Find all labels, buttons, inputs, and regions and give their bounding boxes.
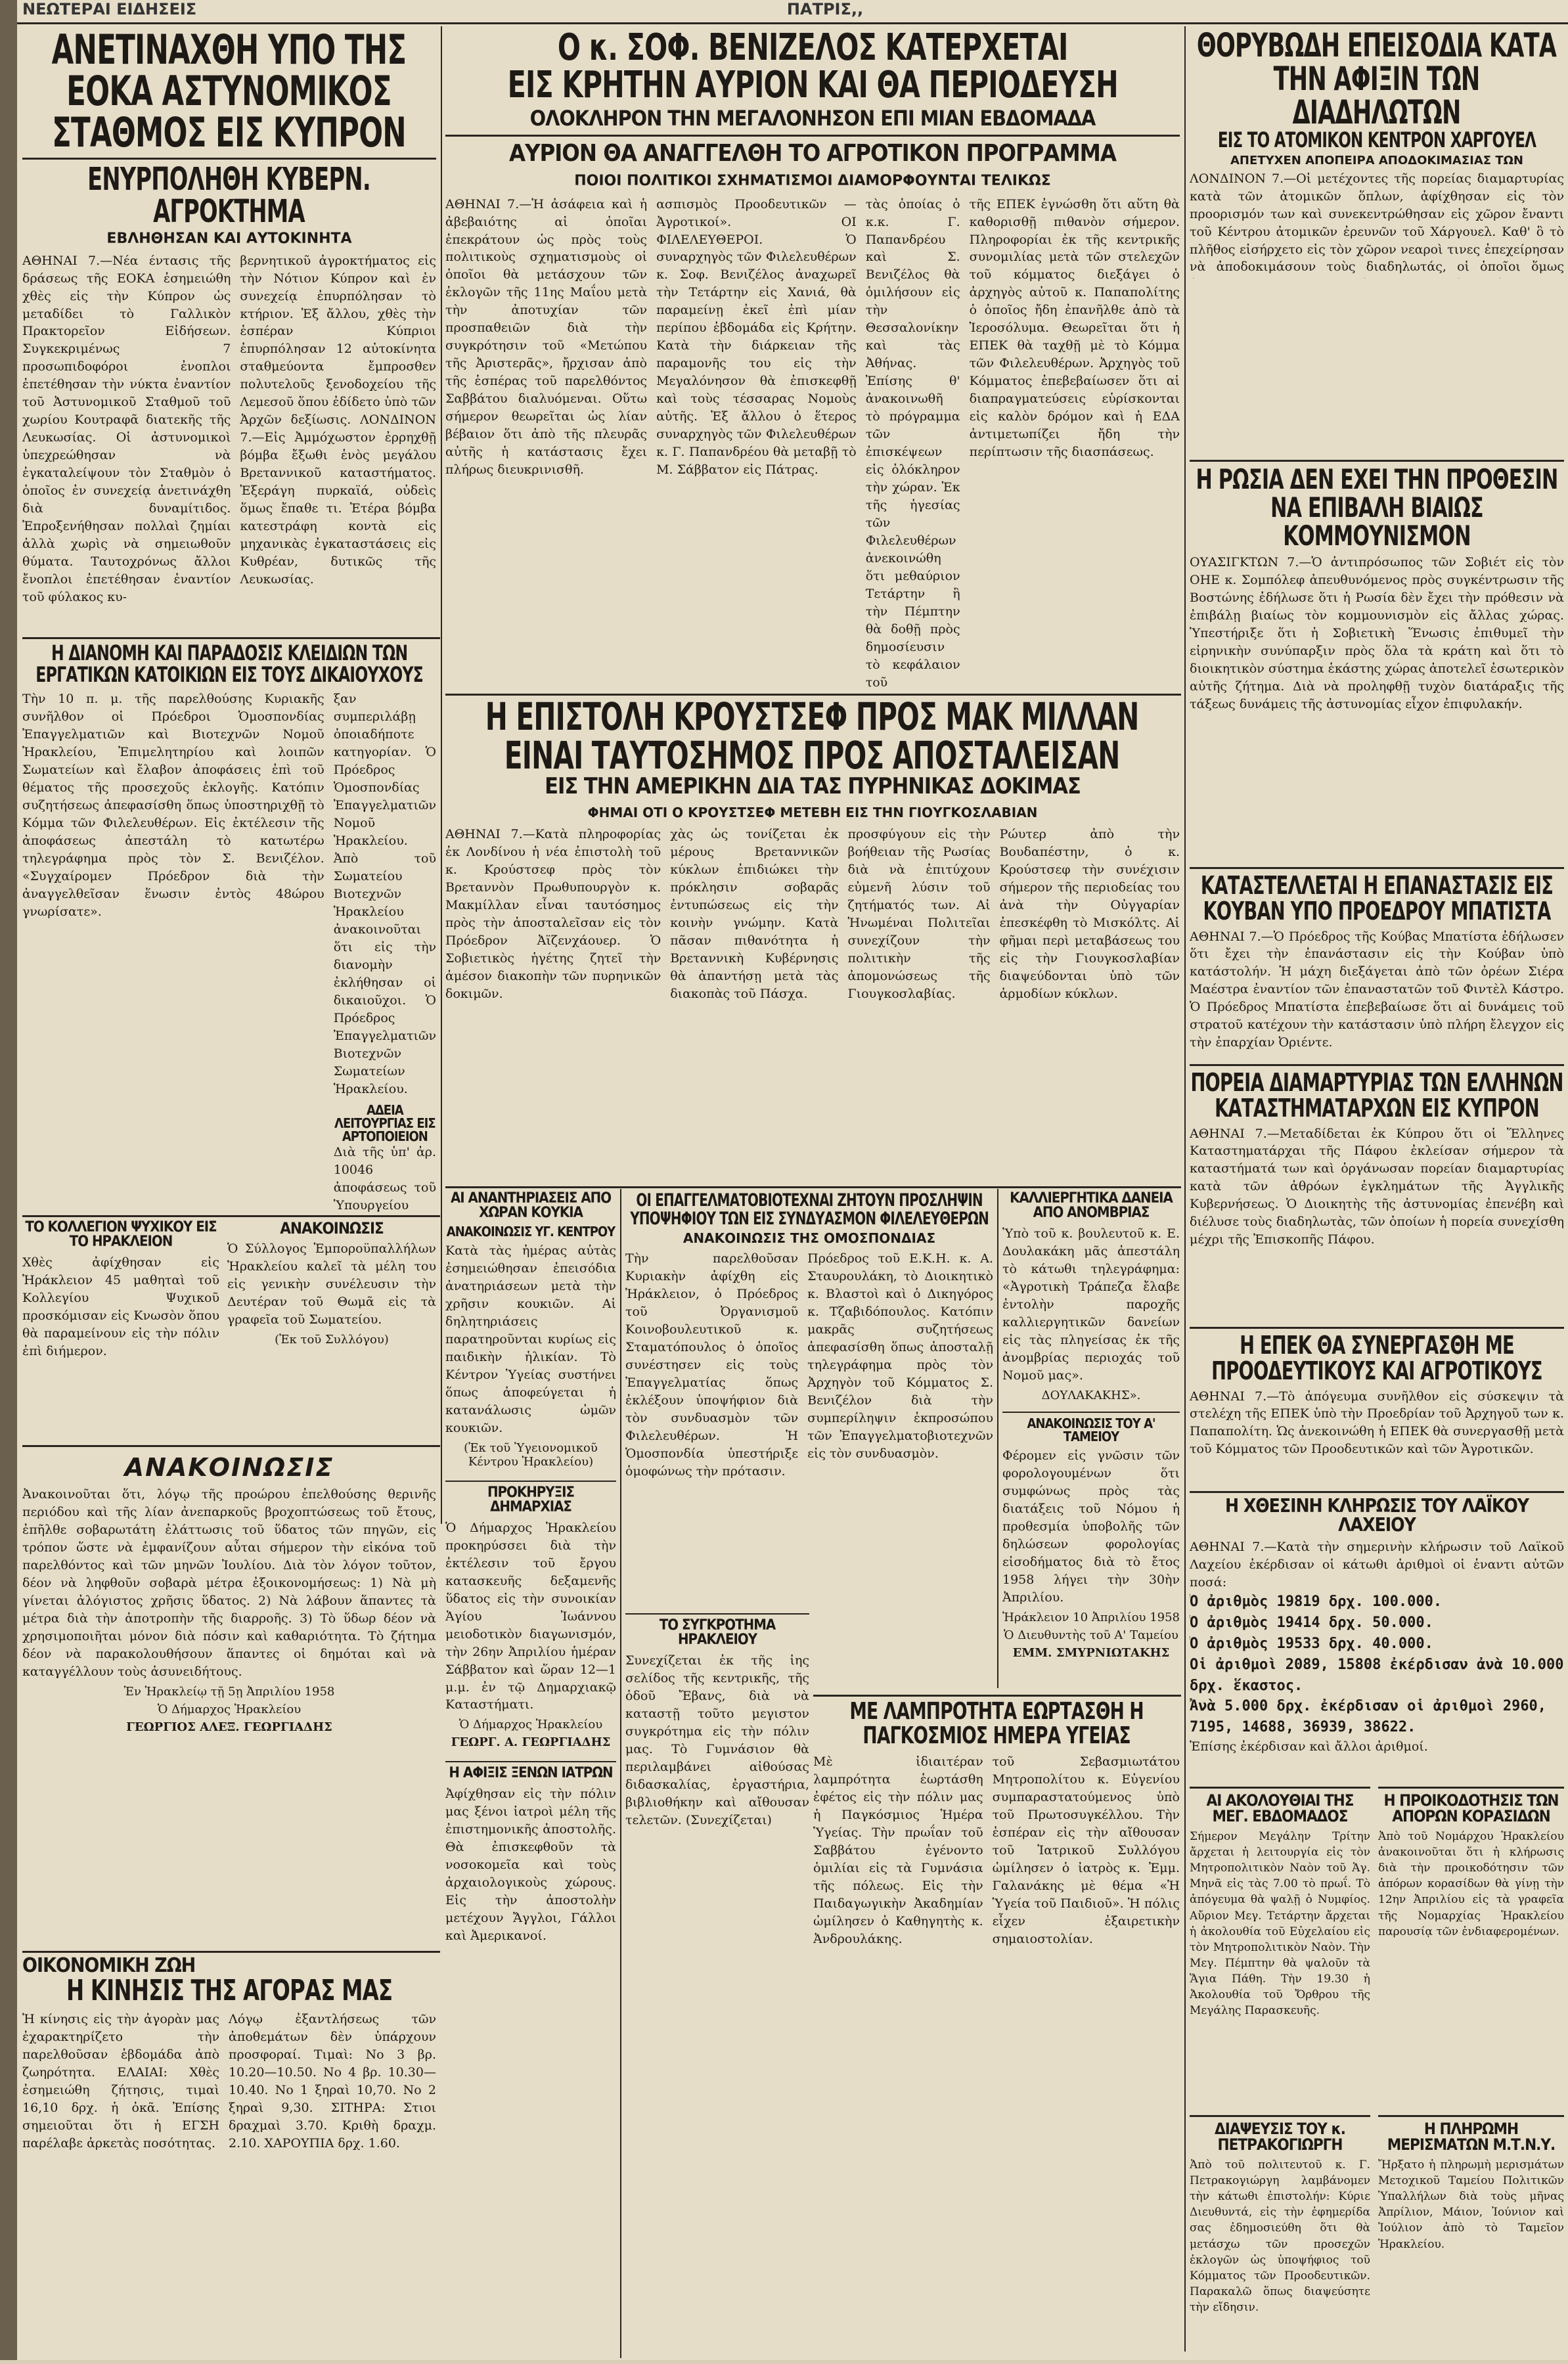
- article-professionals: [625, 1192, 993, 1612]
- article-weekly-body: Σήμερον Μεγάλην Τρίτην ἄρχεται ἡ λειτουργία εἰς τὸν Μητροπολιτικὸν Ναὸν τοῦ Ἁγ. Μηνᾶ εἰς τὰς 7.00 τὸ πρωΐ. Τὸ ἀπόγευμα θὰ ψαλῇ ὁ Νυμφίος. Αὔριον Μεγ. Τετάρτην ἄρχεται ἡ ἀκολουθία τοῦ Εὐχελαίου εἰς τὸν Μητροπολιτικὸν Ναὸν. Τὴν Μεγ. Πέμπτην θὰ ψαλοῦν τὰ Ἅγια Πάθη. Τὴν 19.30 ἡ Ἀκολουθία τοῦ Ὄρθρου τῆς Μεγάλης Παρασκευῆς.: [1190, 1829, 1370, 2018]
- article-russia-headline: Η ΡΩΣΙΑ ΔΕΝ ΕΧΕΙ ΤΗΝ ΠΡΟΘΕΣΙΝ ΝΑ ΕΠΙΒΑΛΗ ΒΙΑΙΩΣ ΚΟΜΜΟΥΝΙΣΜΟΝ: [1196, 463, 1558, 552]
- article-workers: [22, 642, 436, 1214]
- article-proclamation-body: Ὁ Δήμαρχος Ἡρακλείου προκηρύσσει διὰ τὴν ἐκτέλεσιν τοῦ ἔργου κατασκευῆς δεξαμενῆς ὕδατος εἰς τὴν συνοικίαν Ἁγίου Ἰωάννου μειοδοτικὸν διαγωνισμόν, τὴν 26ην Ἀπριλίου ἡμέραν Σάββατον καὶ ὥραν 12—1 μ.μ. ἐν τῷ Δημαρχιακῷ Καταστήματι.: [445, 1520, 616, 1712]
- article-poisoning: [445, 1192, 616, 1953]
- article-eoka: [22, 29, 436, 633]
- article-harwell-body: ΛΟΝΔΙΝΟΝ 7.—Οἱ μετέχοντες τῆς πορείας διαμαρτυρίας κατὰ τῶν ἀτομικῶν ὅπλων, ἀφίχθησαν εἰς τὸν προορισμόν των καὶ συνεκεντρώθησαν εἰς χῶρον ἔναντι τοῦ Κέντρου ἀτομικῶν ἐρευνῶν τοῦ Χάργουελ. Καθ' ὃ τὸ πλῆθος εἰσήρχετο εἰς τὸν χῶρον νεαροὶ τινες ἐπεχείρησαν νὰ ἀποδοκιμάσουν τοὺς διαδηλωτάς, οἱ ὁποῖοι ὅμως: [1190, 171, 1564, 275]
- article-health-day-headline: ΜΕ ΛΑΜΠΡΟΤΗΤΑ ΕΩΡΤΑΣΘΗ Η ΠΑΓΚΟΣΜΙΟΣ ΗΜΕΡΑ ΥΓΕΙΑΣ: [849, 1700, 1144, 1749]
- article-venizelos-subhead: ΠΟΙΟΙ ΠΟΛΙΤΙΚΟΙ ΣΧΗΜΑΤΙΣΜΟΙ ΔΙΑΜΟΡΦΟΥΝΤΑΙ ΤΕΛΙΚΩΣ: [574, 172, 1051, 189]
- article-letter-headline-3: ΕΙΣ ΤΗΝ ΑΜΕΡΙΚΗΝ ΔΙΑ ΤΑΣ ΠΥΡΗΝΙΚΑΣ ΔΟΚΙΜΑΣ: [545, 773, 1081, 800]
- article-venizelos-headline-4: ΑΥΡΙΟΝ ΘΑ ΑΝΑΓΓΕΛΘΗ ΤΟ ΑΓΡΟΤΙΚΟΝ ΠΡΟΓΡΑΜΜΑ: [509, 139, 1116, 167]
- article-eoka-subhead: ΕΒΛΗΘΗΣΑΝ ΚΑΙ ΑΥΤΟΚΙΝΗΤΑ: [106, 230, 352, 247]
- article-treasury-sign-2: Ὁ Διευθυντὴς τοῦ Α' Ταμείου: [1004, 1628, 1178, 1643]
- article-letter: [445, 698, 1180, 1184]
- article-venizelos-headline-3: ΟΛΟΚΛΗΡΟΝ ΤΗΝ ΜΕΓΑΛΟΝΗΣΟΝ ΕΠΙ ΜΙΑΝ ΕΒΔΟΜΑΔΑ: [529, 106, 1096, 131]
- article-poisoning-headline: ΑΙ ΑΝΑΝΤΗΡΙΑΣΕΙΣ ΑΠΟ ΧΩΡΑΝ ΚΟΥΚΙΑ: [450, 1192, 612, 1222]
- article-denial-headline: ΔΙΑΨΕΥΣΙΣ ΤΟΥ κ. ΠΕΤΡΑΚΟΓΙΩΡΓΗ: [1214, 2120, 1345, 2154]
- article-harwell-headline-2: ΕΙΣ ΤΟ ΑΤΟΜΙΚΟΝ ΚΕΝΤΡΟΝ ΧΑΡΓΟΥΕΛ: [1217, 127, 1536, 152]
- article-venizelos-col2: ασπισμὸς Προοδευτικῶν — Ἀγροτικοί». ΟΙ ΦΙΛΕΛΕΥΘΕΡΟΙ. Ὁ συναρχηγὸς τῶν Φιλελευθέρων κ. Σοφ. Βενιζέλος ἀναχωρεῖ τὴν Τετάρτην εἰς Χανιά, θὰ παραμείνῃ ἐκεῖ ἐπὶ μίαν περίπου ἑβδομάδα εἰς Κρήτην. Κατὰ τὴν διάρκειαν τῆς παραμονῆς του εἰς τὴν Μεγαλόνησον θὰ ἐπισκεφθῇ καὶ τοὺς τέσσαρας Νομοὺς αὐτῆς. Ἐξ ἄλλου ὁ ἕτερος συναρχηγὸς τῶν Φιλελευθέρων κ. Γ. Παπανδρέου θὰ μεταβῇ τὸ Μ. Σάββατον εἰς Πάτρας.: [656, 196, 857, 478]
- article-cyprus-march-headline: ΠΟΡΕΙΑ ΔΙΑΜΑΡΤΥΡΙΑΣ ΤΩΝ ΕΛΛΗΝΩΝ ΚΑΤΑΣΤΗΜΑΤΑΡΧΩΝ ΕΙΣ ΚΥΠΡΟΝ: [1190, 1068, 1563, 1123]
- lottery-line-3: Ὁ ἀριθμὸς 19533 δρχ. 40.000.: [1190, 1635, 1433, 1652]
- article-treasury-sign-3: ΕΜΜ. ΣΜΥΡΝΙΩΤΑΚΗΣ: [1012, 1646, 1170, 1661]
- article-venizelos-col3: τὰς ὁποίας ὁ κ.κ. Γ. Παπανδρέου καὶ Σ. Βενιζέλος θὰ ὁμιλήσουν εἰς τὴν Θεσσαλονίκην καὶ τὰς Ἀθήνας. Ἐπίσης θ' ἀνακοινωθῆ τὸ πρόγραμμα τῶν ἐπισκέψεων εἰς ὁλόκληρον τὴν χώραν. Ἐκ τῆς ἡγεσίας τῶν Φιλελευθέρων ἀνεκοινώθη ὅτι μεθαύριον Τετάρτην ἢ τὴν Πέμπτην θὰ δοθῇ πρὸς δημοσίευσιν τὸ κεφάλαιον τοῦ: [865, 196, 960, 690]
- article-letter-col1: ΑΘΗΝΑΙ 7.—Κατὰ πληροφορίας ἐκ Λονδίνου ἡ νέα ἐπιστολὴ τοῦ κ. Κρούστσεφ πρὸς τὸν Βρεταννὸν Πρωθυπουργὸν κ. Μακμίλλαν εἶναι ταυτόσημος πρὸς τὴν ἀποσταλεῖσαν εἰς τὸν Πρόεδρον Ἀϊζενχάουερ. Ὁ Σοβιετικὸς ἡγέτης ζητεῖ τὴν ἀμέσον διακοπὴν τῶν πυρηνικῶν δοκιμῶν.: [445, 826, 661, 1001]
- article-synod-body: Συνεχίζεται ἐκ τῆς ἰης σελίδος τῆς κεντρικῆς, τῆς ὁδοῦ Ἔβανς, διὰ νὰ καταστῇ τοῦτο μεγιστον συγκρότημα εἰς τὴν πόλιν μας. Τὸ Γυμνάσιον θὰ περιλαμβάνει αἰθούσας διδασκαλίας, ἐργαστήρια, βιβλιοθήκην καὶ αἴθουσαν τελετῶν. (Συνεχίζεται): [625, 1653, 809, 1827]
- article-college: [22, 1220, 219, 1437]
- article-cuba: [1190, 867, 1564, 1070]
- article-market-headline: Η ΚΙΝΗΣΙΣ ΤΗΣ ΑΓΟΡΑΣ ΜΑΣ: [66, 1973, 393, 2007]
- article-letter-col2: χὰς ὡς τονίζεται ἐκ μέρους Βρεταννικῶν κύκλων ἐπιδιώκει τὴν πρόκλησιν σοβαρᾶς ἐντυπώσεως εἰς τὴν κοινὴν γνώμην. Κατὰ πᾶσαν πιθανότητα ἡ Βρεταννικὴ Κυβέρνησις θὰ ἀπαντήσῃ μετὰ τὰς διακοπὰς τοῦ Πάσχα.: [670, 826, 839, 1001]
- article-dowry-headline: Η ΠΡΟΙΚΟΔΟΤΗΣΙΣ ΤΩΝ ΑΠΟΡΩΝ ΚΟΡΑΣΙΔΩΝ: [1383, 1791, 1559, 1826]
- lottery-line-4: Οἱ ἀριθμοὶ 2089, 15808 ἐκέρδισαν ἀνὰ 10.000 δρχ. ἕκαστος.: [1190, 1656, 1564, 1694]
- masthead-left: ΝΕΩΤΕΡΑΙ ΕΙΔΗΣΕΙΣ: [22, 0, 197, 18]
- article-professionals-col2: Πρόεδρος τοῦ Ε.Κ.Η. κ. Α. Σταυρουλάκη, τὸ Διοικητικὸ κ. Βλαστοὶ καὶ ὁ Δικηγόρος κ. Τζαβιδόπουλος. Κατόπιν μακρᾶς συζητήσεως ἀπεφασίσθη ὅπως ἀποσταλῇ τηλεγράφημα πρὸς τὸν Ἀρχηγὸν τοῦ Κόμματος Σ. Βενιζέλον διὰ τὴν συμπερίληψιν ἐκπροσώπου τῶν Ἐπαγγελματοβιοτεχνῶν εἰς τὸν συνδυασμὸν.: [807, 1251, 993, 1461]
- article-venizelos-headline-2: ΕΙΣ ΚΡΗΤΗΝ ΑΥΡΙΟΝ ΚΑΙ ΘΑ ΠΕΡΙΟΔΕΥΣΗ: [507, 64, 1118, 107]
- article-doctors-body: Ἀφίχθησαν εἰς τὴν πόλιν μας ξένοι ἰατροὶ μέλη τῆς ἐπιστημονικῆς ἀποστολῆς. Θὰ ἐπισκεφθοῦν τὰ νοσοκομεῖα καὶ τοὺς ἀρχαιολογικοὺς χώρους. Εἰς τὴν ἀποστολὴν μετέχουν Ἄγγλοι, Γάλλοι καὶ Ἀμερικανοί.: [445, 1786, 616, 1943]
- article-loans-sign: ΔΟΥΛΑΚΑΚΗΣ».: [1041, 1388, 1141, 1402]
- article-eoka-col2: βερνητικοῦ ἀγροκτήματος εἰς τὴν Νότιον Κύπρον καὶ ἐν συνεχείᾳ ἐπυρπόλησαν τὸ κτήριον. Ἐξ ἄλλου, χθὲς τὴν ἑσπέραν Κύπριοι ἐπυρπόλησαν 12 αὐτοκίνητα σταθμεύοντα ἔμπροσθεν πολυτελοῦς ξενοδοχείου τῆς Λεμεσοῦ ὅπου ἐδίδετο ὑπὸ τῶν Ἀρχῶν δεξίωσις. ΛΟΝΔΙΝΟΝ 7.—Εἰς Ἀμμόχωστον ἐρρηχθῇ βόμβα ἔξωθι ἑνὸς μεγάλου Βρεταννικοῦ καταστήματος. Ἐξεράγη πυρκαϊά, οὐδεὶς ὅμως ἔπαθε τι. Ἑτέρα βόμβα κατεστράφη κοντὰ εἰς μηχανικὰς ἐγκαταστάσεις εἰς Κυθρέαν, δυτικῶς τῆς Λευκωσίας.: [240, 253, 436, 587]
- article-synod-headline: ΤΟ ΣΥΓΚΡΟΤΗΜΑ ΗΡΑΚΛΕΙΟΥ: [625, 1613, 809, 1648]
- article-proclamation-sign-2: ΓΕΩΡΓ. Α. ΓΕΩΡΓΙΑΔΗΣ: [451, 1735, 611, 1750]
- article-russia-body: ΟΥΑΣΙΓΚΤΩΝ 7.—Ὁ ἀντιπρόσωπος τῶν Σοβιέτ εἰς τὸν ΟΗΕ κ. Σομπόλεφ ἀπευθυνόμενος πρὸς συγκέντρωσιν τῆς Βοστώνης ἐδήλωσε ὅτι ἡ Ρωσία δὲν ἔχει τὴν πρόθεσιν νὰ ἐπιβάλῃ βιαίως τὸν κομμουνισμὸν εἰς ἄλλας χώρας. Ὑπεστήριξε ὅτι ἡ Σοβιετικὴ Ἕνωσις ἐπιθυμεῖ τὴν εἰρηνικὴν συνύπαρξιν πρὸς ὅλα τὰ κράτη καὶ ὅτι τὸ διοικητικὸν σύστημα ἑκάστης χώρας ἀποτελεῖ ἐσωτερικὸν αὐτῆς ζήτημα. Διὰ νὰ προληφθῇ τυχὸν διατάραξις τῆς τάξεως δυνάμεις τῆς ἀστυνομίας εἶχον ἐπιφυλακήν.: [1190, 555, 1564, 712]
- article-venizelos: [445, 29, 1180, 692]
- article-college-body: Χθὲς ἀφίχθησαν εἰς Ἡράκλειον 45 μαθηταὶ τοῦ Κολλεγίου Ψυχικοῦ προσκόμισαν εἰς Κνωσὸν ὅπου θὰ παραμείνουν εἰς τὴν πόλιν ἐπὶ διήμερον.: [22, 1255, 219, 1358]
- article-payment-body: Ἤρξατο ἡ πληρωμὴ μερισμάτων Μετοχικοῦ Ταμείου Πολιτικῶν Ὑπαλλήλων διὰ τοὺς μῆνας Ἀπρίλιον, Μάιον, Ἰούνιον καὶ Ἰούλιον ἀπὸ τὸ Ταμεῖον Ἡρακλείου.: [1378, 2158, 1564, 2251]
- article-loans-body: Ὑπὸ τοῦ κ. βουλευτοῦ κ. Ε. Δουλακάκη μᾶς ἀπεστάλη τὸ κάτωθι τηλεγράφημα: «Ἀγροτικὴ Τράπεζα ἔλαβε ἐντολὴν παροχῆς καλλιεργητικῶν δανείων εἰς τὰς πληγείσας ἐκ τῆς ἀνομβρίας περιοχάς τοῦ Νομοῦ μας».: [1002, 1226, 1180, 1383]
- article-health-day-col2: τοῦ Σεβασμιωτάτου Μητροπολίτου κ. Εὐγενίου συμπαραστατούμενος ὑπὸ τοῦ Πρωτοσυγκέλλου. Τὴν ἑσπέραν εἰς τὴν αἴθουσαν τοῦ Ἰατρικοῦ Συλλόγου ὡμίλησεν ὁ ἰατρὸς κ. Ἐμμ. Γαλανάκης μὲ θέμα «Ἡ Ὑγεία τοῦ Παιδιοῦ». Ἡ πόλις εἶχεν ἐξαιρετικὴν σημαιοστολίαν.: [992, 1754, 1180, 1947]
- article-announce-small-headline: ΑΝΑΚΟΙΝΩΣΙΣ: [280, 1220, 384, 1238]
- article-health-day-col1: Μὲ ἰδιαιτέραν λαμπρότητα ἑωρτάσθη ἐφέτος εἰς τὴν πόλιν μας ἡ Παγκόσμιος Ἡμέρα Ὑγείας. Τὴν πρωΐαν τοῦ Σαββάτου ἐγένοντο ὁμιλίαι εἰς τὰ Γυμνάσια τῆς πόλεως. Εἰς τὴν Παιδαγωγικὴν Ἀκαδημίαν ὡμίλησεν ὁ Καθηγητὴς κ. Ἀνδρουλάκης.: [813, 1754, 983, 1947]
- article-water-sign-1: Ἐν Ἡρακλείῳ τῇ 5ῃ Ἀπριλίου 1958: [123, 1684, 335, 1699]
- article-lottery-headline: Η ΧΘΕΣΙΝΗ ΚΛΗΡΩΣΙΣ ΤΟΥ ΛΑΪΚΟΥ ΛΑΧΕΙΟΥ: [1224, 1495, 1529, 1536]
- article-epek-collab: [1190, 1327, 1564, 1490]
- article-cuba-body: ΑΘΗΝΑΙ 7.—Ὁ Πρόεδρος τῆς Κούβας Μπατίστα ἐδήλωσεν ὅτι ἔχει τὴν ἐπανάστασιν εἰς τὴν Κούβαν ὑπὸ κατάστολήν. Ἡ μάχη διεξάγεται ἀπὸ τῶν ὀρέων Σιέρα Μαέστρα ἐναντίον τῶν ἐπαναστατῶν τοῦ Φιντὲλ Κάστρο. Ὁ Πρόεδρος Μπατίστα ἐπεβεβαίωσε ὅτι αἱ δυνάμεις τοῦ στρατοῦ κατέχουν τὴν κατάστασιν ὑπὸ πλήρη ἔλεγχον εἰς τὴν ἐπαρχίαν Ὀριέντε.: [1190, 929, 1564, 1050]
- article-treasury-headline: ΑΝΑΚΟΙΝΩΣΙΣ ΤΟΥ Α' ΤΑΜΕΙΟΥ: [1002, 1412, 1180, 1444]
- article-workers-col2: ξαν συμπεριλάβῃ ὁποιαδήποτε κατηγορίαν. Ὁ Πρόεδρος Ὁμοσπονδίας Ἐπαγγελματιῶν Νομοῦ Ἡρακλείου. Ἀπὸ τοῦ Σωματείου Βιοτεχνῶν Ἡρακλείου ἀνακοινοῦται ὅτι εἰς τὴν διανομὴν ἐκλήθησαν οἱ δικαιοῦχοι. Ὁ Πρόεδρος Ἐπαγγελματιῶν Βιοτεχνῶν Σωματείων Ἡρακλείου.: [333, 692, 436, 1096]
- article-bakery-body: Διὰ τῆς ὑπ' ἀρ. 10046 ἀποφάσεως τοῦ Ὑπουργείου: [333, 1144, 436, 1213]
- article-letter-subhead: ΦΗΜΑΙ ΟΤΙ Ο ΚΡΟΥΣΤΣΕΦ ΜΕΤΕΒΗ ΕΙΣ ΤΗΝ ΓΙΟΥΓΚΟΣΛΑΒΙΑΝ: [587, 804, 1038, 820]
- top-rule: [17, 22, 1568, 24]
- article-cyprus-march: [1190, 1064, 1564, 1320]
- article-announce-small: [227, 1220, 436, 1437]
- article-market-col1: Ἡ κίνησις εἰς τὴν ἀγορὰν μας ἐχαρακτηρίζετο τὴν παρελθοῦσαν ἑβδομάδα ἀπὸ ζωηρότητα. ΕΛΑΙΑΙ: Χθὲς ἐσημειώθη ζήτησις, τιμαὶ 16,10 δρχ. ἡ ὀκᾶ. Ἐπίσης σημειοῦται ὅτι ἡ ΕΓΣΗ παρέλαβε ἀρκετὰς ποσότητας.: [22, 2012, 220, 2151]
- article-letter-col4: Ρώυτερ ἀπὸ τὴν Βουδαπέστην, ὁ κ. Κρούστσεφ τὴν συνέχισιν σήμερον τῆς περιοδείας του ἀνὰ τὴν Οὐγγαρίαν ἐπεσκέφθη τὸ Μισκόλτς. Αἱ φῆμαι περὶ μεταβάσεως του εἰς τὴν Γιουγκοσλαβίαν διαψεύδονται ὑπὸ τῶν ἁρμοδίων κύκλων.: [999, 826, 1180, 1001]
- article-cuba-headline: ΚΑΤΑΣΤΕΛΛΕΤΑΙ Η ΕΠΑΝΑΣΤΑΣΙΣ ΕΙΣ ΚΟΥΒΑΝ ΥΠΟ ΠΡΟΕΔΡΟΥ ΜΠΑΤΙΣΤΑ: [1200, 871, 1554, 926]
- article-bakery-headline: ΑΔΕΙΑ ΛΕΙΤΟΥΡΓΙΑΣ ΕΙΣ ΑΡΤΟΠΟΙΕΙΟΝ: [334, 1102, 436, 1145]
- article-professionals-col1: Τὴν παρελθοῦσαν Κυριακὴν ἀφίχθη εἰς Ἡράκλειον, ὁ Πρόεδρος τοῦ Ὀργανισμοῦ Κοινοβουλευτικοῦ κ. Σταματόπουλος ὁ ὁποῖος συνέστησεν εἰς τοὺς Ἐπαγγελματίας ὅπως ἐκλέξουν ὑποψήφιον διὰ τὸν συνδυασμὸν τῶν Φιλελευθέρων. Ἡ Ὁμοσπονδία ὑπεστήριξε ὁμοφώνως τὴν πρότασιν.: [625, 1251, 799, 1479]
- article-synod: [625, 1613, 809, 1830]
- article-professionals-headline: ΟΙ ΕΠΑΓΓΕΛΜΑΤΟΒΙΟΤΕΧΝΑΙ ΖΗΤΟΥΝ ΠΡΟΣΛΗΨΙΝ ΥΠΟΨΗΦΙΟΥ ΤΩΝ ΕΙΣ ΣΥΝΔΥΑΣΜΟΝ ΦΙΛΕΛΕΥΘΕΡΩΝ: [630, 1192, 989, 1229]
- article-letter-headline-2: ΕΙΝΑΙ ΤΑΥΤΟΣΗΜΟΣ ΠΡΟΣ ΑΠΟΣΤΑΛΕΙΣΑΝ: [504, 733, 1120, 778]
- article-doctors-headline: Η ΑΦΙΞΙΣ ΞΕΝΩΝ ΙΑΤΡΩΝ: [445, 1761, 616, 1781]
- article-market: [22, 1956, 436, 2357]
- article-water-body: Ἀνακοινοῦται ὅτι, λόγῳ τῆς προώρου ἐπελθούσης θερινῆς περιόδου καὶ τῆς λίαν ἀνεπαρκοῦς βροχοπτώσεως τοῦ ἔτους, ἐπῆλθε σοβαρωτάτη ἐλάττωσις τοῦ ὕδατος τῶν πηγῶν, εἰς τρόπον ὥστε νὰ ἐμφανίζουν αὗται σήμερον τὴν εἰκόνα τοῦ παρελθόντος καὶ τῶν μηνῶν Ἰουλίου. Διὰ τὸν λόγον τοῦτον, δέον νὰ ληφθοῦν σοβαρὰ μέτρα ἐξοικονομήσεως: 1) Νὰ μὴ γίνεται ἀλόγιστος χρῆσις ὕδατος. 2) Νὰ λάβουν ἅπαντες τὰ μέτρα διὰ τὴν ἀποτροπὴν τῆς διαρροῆς. 3) Τὸ ὕδωρ δέον νὰ χρησιμοποιῆται μόνον διὰ πόσιν καὶ καθαριότητα. Τὸ ζήτημα δέον νὰ παρακολουθήσουν ἅπαντες οἱ δημόται καὶ νὰ καταγγέλλουν τοὺς ἀσυνειδήτους.: [22, 1487, 436, 1679]
- article-college-headline: ΤΟ ΚΟΛΛΕΓΙΟΝ ΨΥΧΙΚΟΥ ΕΙΣ ΤΟ ΗΡΑΚΛΕΙΟΝ: [25, 1220, 217, 1251]
- article-dowry-body: Ἀπὸ τοῦ Νομάρχου Ἡρακλείου ἀνακοινοῦται ὅτι ἡ κλήρωσις διὰ τὴν προικοδότησιν τῶν ἀπόρων κορασίδων θὰ γίνῃ τὴν 12ην Ἀπριλίου εἰς τὰ γραφεῖα τῆς Νομαρχίας Ἡρακλείου παρουσίᾳ τῶν ἐνδιαφερομένων.: [1378, 1829, 1564, 1938]
- article-venizelos-col1: ΑΘΗΝΑΙ 7.—Ἡ ἀσάφεια καὶ ἡ ἀβεβαιότης αἱ ὁποῖαι ἐπεκράτουν ὡς πρὸς τοὺς πολιτικοὺς σχηματισμοὺς οἱ ὁποῖοι θὰ μετάσχουν τῶν ἐκλογῶν τῆς 11ης Μαΐου μετὰ τὴν ἀποτυχίαν τῶν προσπαθειῶν διὰ τὴν συγκρότησιν τοῦ «Μετώπου τῆς Ἀριστερᾶς», ἤρχισαν ἀπὸ τῆς ἑσπέρας τοῦ παρελθόντος Σαββάτου διαλυόμεναι. Οὕτω σήμερον θεωρεῖται ὡς λίαν βέβαιον ὅτι ἀπὸ τῆς πλευρᾶς αὐτῆς ἡ κατάστασις ἔχει πλήρως διευκρινισθῆ.: [445, 196, 648, 478]
- article-epek-collab-body: ΑΘΗΝΑΙ 7.—Τὸ ἀπόγευμα συνῆλθον εἰς σύσκεψιν τὰ στελέχη τῆς ΕΠΕΚ ὑπὸ τὴν Προεδρίαν τοῦ Ἀρχηγοῦ των κ. Παπαπολίτη. Ὡς ἀνεκοινώθη ἡ ΕΠΕΚ θὰ συνεργασθῇ μετὰ τοῦ Κόμματος τῶν Προοδευτικῶν καὶ τῶν Ἀγροτικῶν.: [1190, 1389, 1564, 1457]
- article-professionals-subhead: ΑΝΑΚΟΙΝΩΣΙΣ ΤΗΣ ΟΜΟΣΠΟΝΔΙΑΣ: [683, 1230, 936, 1247]
- lottery-line-5: Ἀνὰ 5.000 δρχ. ἐκέρδισαν οἱ ἀριθμοὶ 2960, 7195, 14688, 36939, 38622.: [1190, 1698, 1547, 1736]
- article-loans: [1002, 1192, 1180, 1691]
- article-denial-body: Ἀπὸ τοῦ πολιτευτοῦ κ. Γ. Πετρακογιώργη λαμβάνομεν τὴν κάτωθι ἐπιστολήν: Κύριε Διευθυντά, εἰς τὴν ἐφημερίδα σας ἐδημοσιεύθη ὅτι θὰ μετάσχω τῶν προσεχῶν ἐκλογῶν ὡς ὑποψήφιος τοῦ Κόμματος τῶν Προοδευτικῶν. Παρακαλῶ ὅπως διαψεύσητε τὴν εἴδησιν.: [1190, 2158, 1370, 2315]
- article-announce-small-body: Ὁ Σύλλογος Ἐμποροϋπαλλήλων Ἡρακλείου καλεῖ τὰ μέλη του εἰς γενικὴν συνέλευσιν τὴν Δευτέραν τοῦ Θωμᾶ εἰς τὰ γραφεῖα τοῦ Σωματείου.: [227, 1241, 436, 1327]
- article-poisoning-body: Κατὰ τὰς ἡμέρας αὐτὰς ἐσημειώθησαν ἐπεισόδια ἀνατηριάσεων μετὰ τὴν χρῆσιν κουκιῶν. Αἱ δηλητηριάσεις παρατηροῦνται κυρίως εἰς παιδικὴν ἡλικίαν. Τὸ Κέντρον Ὑγείας συστήνει ὅπως ἀποφεύγεται ἡ κατανάλωσις ὠμῶν κουκιῶν.: [445, 1243, 616, 1435]
- article-harwell: [1190, 29, 1564, 279]
- article-denial: [1190, 2115, 1370, 2364]
- article-market-col2: Λόγῳ ἐξαντλήσεως τῶν ἀποθεμάτων δὲν ὑπάρχουν προσφοραί. Τιμαὶ: No 3 βρ. 10.20—10.50. No 4 βρ. 10.30—10.40. No 1 ξηραὶ 10,70. No 2 ξηραὶ 9,30. ΣΙΤΗΡΑ: Στιοι δραχμαὶ 3.70. Κριθὴ δραχμ. 2.10. ΧΑΡΟΥΠΙΑ δρχ. 1.60.: [229, 2012, 436, 2151]
- binding-edge: [0, 0, 17, 2360]
- article-epek-position: τῆς ΕΠΕΚ ἐγνώσθη ὅτι αὕτη θὰ καθορισθῇ πιθανὸν σήμερον. Πληροφορίαι ἐκ τῆς κεντρικῆς συνομιλίας μετὰ τῶν στελεχῶν τοῦ κόμματος διεξάγει ὁ ἀρχηγὸς αὐτοῦ κ. Παπαπολίτης ὁ ὁποῖος ἤδη ἐπανῆλθε ἀπὸ τὰ Ἱεροσόλυμα. Θεωρεῖται ὅτι ἡ ΕΠΕΚ θὰ ταχθῇ μὲ τὸ Κόμμα τῶν Φιλελευθέρων. Ἀρχηγὸς τοῦ Κόμματος ἐπεβεβαίωσεν ὅτι αἱ διαπραγματεύσεις εὑρίσκονται εἰς καλὸν δρόμον καὶ ἡ ΕΔΑ ἀντιμετωπίζει ἤδη τὴν περίπτωσιν τῆς διασπάσεως.: [969, 196, 1180, 460]
- lottery-line-2: Ὁ ἀριθμὸς 19414 δρχ. 50.000.: [1190, 1614, 1433, 1631]
- article-epek-collab-headline: Η ΕΠΕΚ ΘΑ ΣΥΝΕΡΓΑΣΘΗ ΜΕ ΠΡΟΟΔΕΥΤΙΚΟΥΣ ΚΑΙ ΑΓΡΟΤΙΚΟΥΣ: [1211, 1331, 1542, 1385]
- article-health-day: [813, 1700, 1180, 2357]
- article-water-sign-3: ΓΕΩΡΓΙΟΣ ΑΛΕΞ. ΓΕΩΡΓΙΑΔΗΣ: [126, 1720, 332, 1734]
- article-harwell-headline: ΘΟΡΥΒΩΔΗ ΕΠΕΙΣΟΔΙΑ ΚΑΤΑ ΤΗΝ ΑΦΙΞΙΝ ΤΩΝ ΔΙΑΔΗΛΩΤΩΝ: [1196, 29, 1557, 131]
- article-workers-col1: Τὴν 10 π. μ. τῆς παρελθούσης Κυριακῆς συνῆλθον οἱ Πρόεδροι Ὁμοσπονδίας Ἐπαγγελματιῶν καὶ Βιοτεχνῶν Νομοῦ Ἡρακλείου, Ἐπιμελητηρίου καὶ λοιπῶν Σωματείων καὶ ἔλαβον ἀποφάσεις ἐπὶ τοῦ θέματος τῆς προσεχοῦς ἐκλογῆς. Κατόπιν συζητήσεως ἀπεφασίσθη ὅπως ὑποστηριχθῇ τὸ Κόμμα τῶν Φιλελευθέρων. Εἰς ἐκτέλεσιν τῆς ἀποφάσεως ἀπεστάλη τὸ κατωτέρω τηλεγράφημα πρὸς τὸν Σ. Βενιζέλον. «Συγχαίρομεν Πρόεδρον διὰ τὴν ἀναγγελθεῖσαν ἕνωσιν ἐντὸς 48ώρου γνωρίσατε».: [22, 692, 325, 919]
- article-cyprus-march-body: ΑΘΗΝΑΙ 7.—Μεταδίδεται ἐκ Κύπρου ὅτι οἱ Ἕλληνες Καταστηματάρχαι τῆς Πάφου ἐκλείσαν σήμερον τὰ καταστήματά των καὶ ὀργάνωσαν πορείαν διαμαρτυρίας κατὰ τῶν ἀθρόων ἐγκλημάτων τῆς Ἀγγλικῆς Κυβερνήσεως. Ὁ Διοικητὴς τῆς ἀστυνομίας ἐπενέβη καὶ διέλυσε τοὺς διαδηλωτὰς, τῶν ὁποίων ἡ πορεία συνεχίσθη μέχρι τῆς Ἐπισκοπῆς Πάφου.: [1190, 1126, 1564, 1247]
- lottery-line-1: Ὁ ἀριθμὸς 19819 δρχ. 100.000.: [1190, 1594, 1443, 1610]
- article-letter-headline-1: Η ΕΠΙΣΤΟΛΗ ΚΡΟΥΣΤΣΕΦ ΠΡΟΣ ΜΑΚ ΜΙΛΛΑΝ: [485, 698, 1139, 739]
- article-treasury-body: Φέρομεν εἰς γνῶσιν τῶν φορολογουμένων ὅτι συμφώνως πρὸς τὰς διατάξεις τοῦ Νόμου ἡ προθεσμία ὑποβολῆς τῶν δηλώσεων φορολογίας εἰσοδήματος διὰ τὸ ἔτος 1958 λήγει τὴν 30ὴν Ἀπριλίου.: [1002, 1448, 1180, 1605]
- article-proclamation-sign-1: Ὁ Δήμαρχος Ἡρακλείου: [459, 1718, 603, 1732]
- article-treasury-sign-1: Ἡράκλειον 10 Ἀπριλίου 1958: [1002, 1611, 1180, 1625]
- article-water-headline: ΑΝΑΚΟΙΝΩΣΙΣ: [124, 1453, 334, 1482]
- article-lottery-tail: Ἐπίσης ἐκέρδισαν καὶ ἄλλοι ἀριθμοί.: [1190, 1739, 1428, 1754]
- article-lottery: [1190, 1491, 1564, 1793]
- article-poisoning-sign: (Ἐκ τοῦ Ὑγειονομικοῦ Κέντρου Ἡρακλείου): [464, 1440, 598, 1469]
- article-russia: [1190, 460, 1564, 742]
- newspaper-sheet: [17, 0, 1568, 2360]
- article-workers-headline: Η ΔΙΑΝΟΜΗ ΚΑΙ ΠΑΡΑΔΟΣΙΣ ΚΛΕΙΔΙΩΝ ΤΩΝ ΕΡΓΑΤΙΚΩΝ ΚΑΤΟΙΚΙΩΝ ΕΙΣ ΤΟΥΣ ΔΙΚΑΙΟΥΧΟΥΣ: [35, 642, 423, 687]
- article-loans-headline: ΚΑΛΛΙΕΡΓΗΤΙΚΑ ΔΑΝΕΙΑ ΑΠΟ ΑΝΟΜΒΡΙΑΣ: [1010, 1192, 1173, 1222]
- article-lottery-intro: ΑΘΗΝΑΙ 7.—Κατὰ τὴν σημερινὴν κλήρωσιν τοῦ Λαϊκοῦ Λαχείου ἐκέρδισαν οἱ κάτωθι ἀριθμοὶ οἱ ἐναντι αὐτῶν ποσά:: [1190, 1540, 1564, 1590]
- article-eoka-headline: ΑΝΕΤΙΝΑΧΘΗ ΥΠΟ ΤΗΣ ΕΟΚΑ ΑΣΤΥΝΟΜΙΚΟΣ ΣΤΑΘΜΟΣ ΕΙΣ ΚΥΠΡΟΝ: [51, 29, 407, 157]
- article-water-sign-2: Ὁ Δήμαρχος Ἡρακλείου: [157, 1702, 302, 1716]
- article-market-kicker: ΟΙΚΟΝΟΜΙΚΗ ΖΩΗ: [22, 1956, 196, 1977]
- article-weekly-services: [1190, 1787, 1370, 2121]
- article-eoka-col1: ΑΘΗΝΑΙ 7.—Νέα έντασις τῆς δράσεως τῆς ΕΟΚΑ ἐσημειώθη χθὲς εἰς τὴν Κύπρον ὡς μεταδίδει τὸ Γαλλικὸν Πρακτορεῖον Εἰδήσεων. Συγκεκριμένως 7 προσωπιδοφόροι ἐνοπλοι ἐπετέθησαν τὴν νύκτα ἐναντίον τοῦ Ἀστυνομικοῦ Σταθμοῦ τοῦ χωρίου Κουτραφᾶ διατεκῆς τῆς Λευκωσίας. Οἱ ἀστυνομικοὶ ὑπεχρεώθησαν νὰ ἐγκαταλείψουν τὸν Σταθμὸν ὁ ὁποῖος ἐν συνεχείᾳ ἀνετινάχθη διὰ δυναμίτιδος. Ἐπροξενήθησαν πολλαὶ ζημίαι ἀλλὰ χωρὶς νὰ σημειωθοῦν θύματα. Ταυτοχρόνως ἄλλοι ἔνοπλοι ἐπετέθησαν ἐναντίον τοῦ φύλακος κυ-: [22, 253, 231, 605]
- article-announce-small-sign: (Ἐκ τοῦ Συλλόγου): [275, 1333, 389, 1347]
- article-payment-headline: Η ΠΛΗΡΩΜΗ ΜΕΡΙΣΜΑΤΩΝ Μ.Τ.Ν.Υ.: [1387, 2120, 1556, 2154]
- article-payment: [1378, 2115, 1564, 2364]
- article-eoka-headline-2: ΕΝΥΡΠΟΛΗΘΗ ΚΥΒΕΡΝ. ΑΓΡΟΚΤΗΜΑ: [87, 160, 370, 230]
- article-water-announce: [22, 1450, 436, 1943]
- article-letter-col3: προσφύγουν εἰς τὴν βοήθειαν τῆς Ρωσίας διὰ νὰ ἐπιτύχουν εὐμενῆ λύσιν τοῦ ζητήματός των. Αἱ Ἡνωμέναι Πολιτεῖαι συνεχίζουν τὴν πολιτικὴν τῆς ἀπομονώσεως τῆς Γιουγκοσλαβίας.: [847, 826, 991, 1001]
- article-venizelos-headline-1: Ο κ. ΣΟΦ. ΒΕΝΙΖΕΛΟΣ ΚΑΤΕΡΧΕΤΑΙ: [557, 29, 1068, 69]
- article-weekly-headline: ΑΙ ΑΚΟΛΟΥΘΙΑΙ ΤΗΣ ΜΕΓ. ΕΒΔΟΜΑΔΟΣ: [1206, 1791, 1354, 1826]
- article-proclamation-headline: ΠΡΟΚΗΡΥΞΙΣ ΔΗΜΑΡΧΙΑΣ: [445, 1481, 616, 1515]
- article-dowry: [1378, 1787, 1564, 2121]
- masthead-center: ΠΑΤΡΙΣ,,: [786, 0, 864, 18]
- article-poisoning-subhead: ΑΝΑΚΟΙΝΩΣΙΣ ΥΓ. ΚΕΝΤΡΟΥ: [446, 1223, 616, 1239]
- article-harwell-subhead: ΑΠΕΤΥΧΕΝ ΑΠΟΠΕΙΡΑ ΑΠΟΔΟΚΙΜΑΣΙΑΣ ΤΩΝ: [1230, 153, 1523, 167]
